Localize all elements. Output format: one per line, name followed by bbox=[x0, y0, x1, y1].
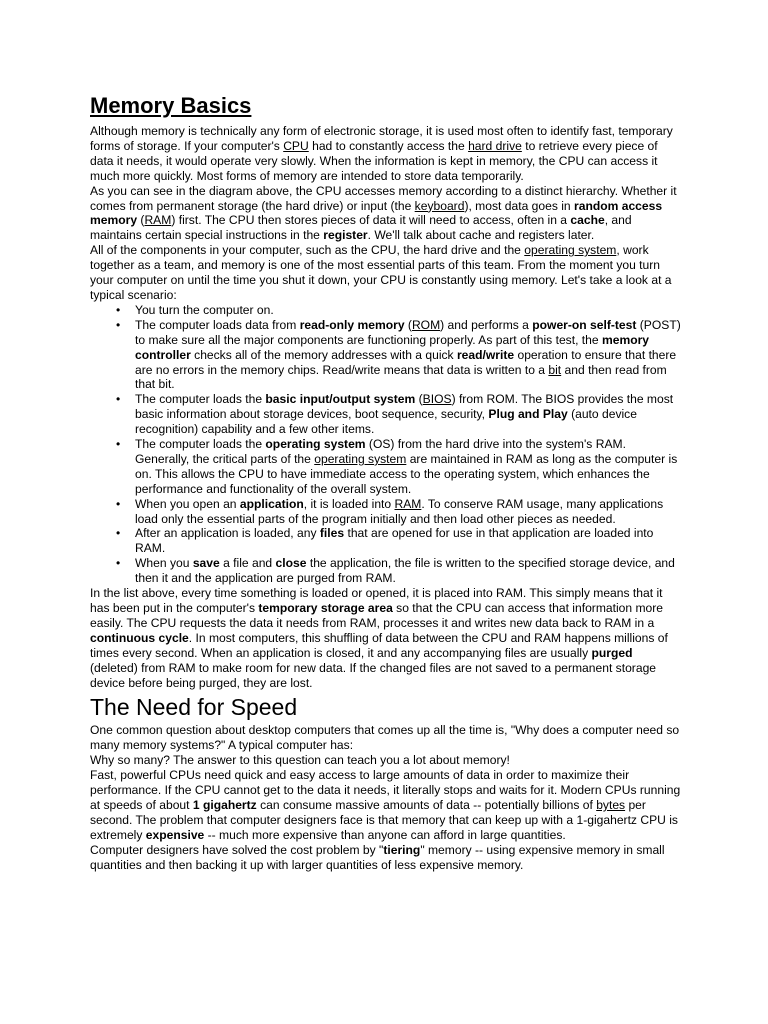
paragraph bbox=[90, 768, 682, 843]
list-item bbox=[116, 496, 682, 527]
text-run: As you can see in the diagram above, the CPU accesses memory according to a distinct hierarchy. Whether it comes from permanent storage (the hard drive) or input (the bbox=[90, 183, 677, 213]
text-run: . We'll talk about cache and registers later. bbox=[367, 228, 595, 243]
hyperlink-term[interactable]: hard drive bbox=[468, 138, 522, 153]
bullet-icon: • bbox=[116, 556, 121, 571]
text-run: All of the components in your computer, such as the CPU, the hard drive and the bbox=[90, 243, 525, 258]
bullet-icon: • bbox=[116, 302, 121, 317]
text-run: , and maintains certain special instructions in the bbox=[90, 213, 632, 243]
text-run: You turn the computer on. bbox=[135, 302, 274, 317]
text-run: After an application is loaded, any bbox=[135, 526, 320, 541]
intro-section bbox=[90, 124, 682, 303]
list-item bbox=[116, 437, 682, 497]
text-run: had to constantly access the bbox=[308, 138, 469, 153]
paragraph bbox=[90, 723, 682, 753]
hyperlink-term[interactable]: operating system bbox=[314, 451, 407, 466]
text-run: The computer loads the bbox=[135, 392, 266, 407]
text-run: (POST) to make sure all the major components are functioning properly. As part of this test, the bbox=[135, 317, 681, 347]
text-run: are maintained in RAM as long as the computer is on. This allows the CPU to have immediate access to the operating system, which enhances the performance and functionality of the overall system. bbox=[135, 451, 678, 496]
text-run: . In most computers, this shuffling of data between the CPU and RAM happens millions of times every second. When an application is closed, it and any accompanying files are usually bbox=[90, 630, 668, 660]
text-run: that are opened for use in that application are loaded into RAM. bbox=[135, 526, 654, 556]
text-run: and then read from that bit. bbox=[135, 362, 667, 392]
bold-term: close bbox=[275, 556, 307, 571]
paragraph bbox=[90, 124, 682, 184]
text-run: operation to ensure that there are no errors in the memory chips. Read/write means that data is written to a bbox=[135, 347, 677, 377]
text-run: One common question about desktop computers that comes up all the time is, "Why does a computer need so many memory systems?" A typical computer has: bbox=[90, 723, 680, 753]
text-run: The computer loads data from bbox=[135, 317, 300, 332]
bold-term: basic input/output system bbox=[265, 392, 416, 407]
bold-term: temporary storage area bbox=[258, 601, 393, 615]
text-run: ( bbox=[137, 213, 145, 228]
hyperlink-term[interactable]: bit bbox=[548, 362, 562, 377]
list-item bbox=[116, 526, 682, 556]
after-list-section bbox=[90, 586, 682, 690]
hyperlink-term[interactable]: bytes bbox=[596, 797, 626, 812]
text-run: (auto device recognition) capability and a few other items. bbox=[135, 407, 637, 437]
text-run: ( bbox=[404, 317, 412, 332]
section-heading-need-for-speed: The Need for Speed bbox=[90, 694, 298, 721]
text-run: ) and performs a bbox=[440, 317, 533, 332]
text-run: the application, the file is written to the specified storage device, and then it and the application are purged from RAM. bbox=[135, 556, 675, 586]
bold-term: expensive bbox=[145, 827, 205, 842]
text-run: When you bbox=[135, 556, 193, 571]
text-run: In the list above, every time something is loaded or opened, it is placed into RAM. This simply means that it has been put in the computer's bbox=[90, 586, 663, 615]
paragraph bbox=[90, 184, 682, 244]
text-run: The computer loads the bbox=[135, 437, 266, 452]
text-run: (OS) from the hard drive into the system's RAM. Generally, the critical parts of the bbox=[135, 437, 626, 466]
paragraph bbox=[90, 843, 682, 873]
bullet-icon: • bbox=[116, 392, 121, 407]
text-run: ( bbox=[415, 392, 423, 407]
bullet-icon: • bbox=[116, 437, 121, 452]
text-run: Although memory is technically any form of electronic storage, it is used most often to identify fast, temporary forms of storage. If your computer's bbox=[90, 124, 673, 153]
hyperlink-term[interactable]: BIOS bbox=[422, 392, 452, 407]
bold-term: save bbox=[192, 556, 220, 571]
text-run: " memory -- using expensive memory in small quantities and then backing it up with larger quantities of less expensive memory. bbox=[90, 842, 665, 872]
bold-term: random access memory bbox=[90, 198, 663, 228]
text-run: can consume massive amounts of data -- potentially billions of bbox=[256, 797, 597, 812]
hyperlink-term[interactable]: RAM bbox=[394, 496, 422, 511]
bold-term: operating system bbox=[265, 437, 366, 452]
document-page bbox=[90, 92, 682, 873]
text-run: ) first. The CPU then stores pieces of data it will need to access, often in a bbox=[171, 213, 571, 228]
bullet-icon: • bbox=[116, 526, 121, 541]
text-run: Why so many? The answer to this question can teach you a lot about memory! bbox=[90, 753, 510, 768]
bold-term: memory controller bbox=[135, 332, 650, 362]
list-item bbox=[116, 392, 682, 437]
text-run: so that the CPU can access that information more easily. The CPU requests the data it needs from RAM, processes it and writes new data back to RAM in a bbox=[90, 601, 664, 630]
list-item bbox=[116, 556, 682, 586]
text-run: Computer designers have solved the cost problem by " bbox=[90, 842, 384, 857]
bold-term: files bbox=[319, 526, 345, 541]
paragraph bbox=[90, 753, 682, 768]
bullet-icon: • bbox=[116, 317, 121, 332]
text-run: to retrieve every piece of data it needs, it would operate very slowly. When the information is kept in memory, the CPU can access it much more quickly. Most forms of memory are intended to store data temporarily. bbox=[90, 138, 658, 183]
bold-term: read-only memory bbox=[299, 317, 405, 332]
boot-steps-list bbox=[90, 303, 682, 586]
text-run: -- much more expensive than anyone can afford in large quantities. bbox=[204, 827, 566, 842]
text-run: per second. The problem that computer designers face is that memory that can keep up with a 1-gigahertz CPU is extremely bbox=[90, 797, 678, 842]
text-run: Fast, powerful CPUs need quick and easy access to large amounts of data in order to maximize their performance. If the CPU cannot get to the data it needs, it literally stops and waits for it. Modern CPUs running at speeds of about bbox=[90, 768, 681, 812]
paragraph bbox=[90, 243, 682, 303]
bold-term: register bbox=[323, 228, 368, 243]
text-run: (deleted) from RAM to make room for new data. If the changed files are not saved to a permanent storage device before being purged, they are lost. bbox=[90, 660, 657, 690]
bold-term: Plug and Play bbox=[488, 407, 568, 422]
text-run: , it is loaded into bbox=[303, 496, 395, 511]
hyperlink-term[interactable]: CPU bbox=[283, 138, 309, 153]
bold-term: application bbox=[239, 496, 304, 511]
text-run: ) from ROM. The BIOS provides the most basic information about storage devices, boot sequence, security, bbox=[135, 392, 674, 422]
bullet-icon: • bbox=[116, 496, 121, 511]
hyperlink-term[interactable]: keyboard bbox=[414, 198, 465, 213]
hyperlink-term[interactable]: RAM bbox=[144, 213, 172, 228]
list-item bbox=[116, 317, 682, 393]
bold-term: read/write bbox=[456, 347, 515, 362]
list-item bbox=[116, 302, 682, 318]
bold-term: power-on self-test bbox=[532, 317, 637, 332]
text-run: ), most data goes in bbox=[464, 198, 575, 213]
text-run: , work together as a team, and memory is one of the most essential parts of this team. From the moment you turn your computer on until the time you shut it down, your CPU is constantly using memory. Let's take a look at a typical scenario: bbox=[90, 243, 672, 302]
text-run: a file and bbox=[219, 556, 276, 571]
text-run: checks all of the memory addresses with a quick bbox=[190, 347, 457, 362]
bold-term: continuous cycle bbox=[90, 630, 189, 645]
hyperlink-term[interactable]: operating system bbox=[524, 243, 617, 258]
need-for-speed-section bbox=[90, 723, 682, 872]
bold-term: tiering bbox=[383, 842, 421, 857]
bold-term: 1 gigahertz bbox=[192, 797, 257, 812]
bold-term: cache bbox=[570, 213, 605, 228]
text-run: When you open an bbox=[135, 496, 240, 511]
page-title: Memory Basics bbox=[90, 93, 252, 118]
paragraph bbox=[90, 586, 682, 690]
hyperlink-term[interactable]: ROM bbox=[411, 317, 441, 332]
bold-term: purged bbox=[591, 645, 633, 660]
text-run: . To conserve RAM usage, many applications load only the essential parts of the program initially and then load other pieces as needed. bbox=[135, 496, 664, 526]
